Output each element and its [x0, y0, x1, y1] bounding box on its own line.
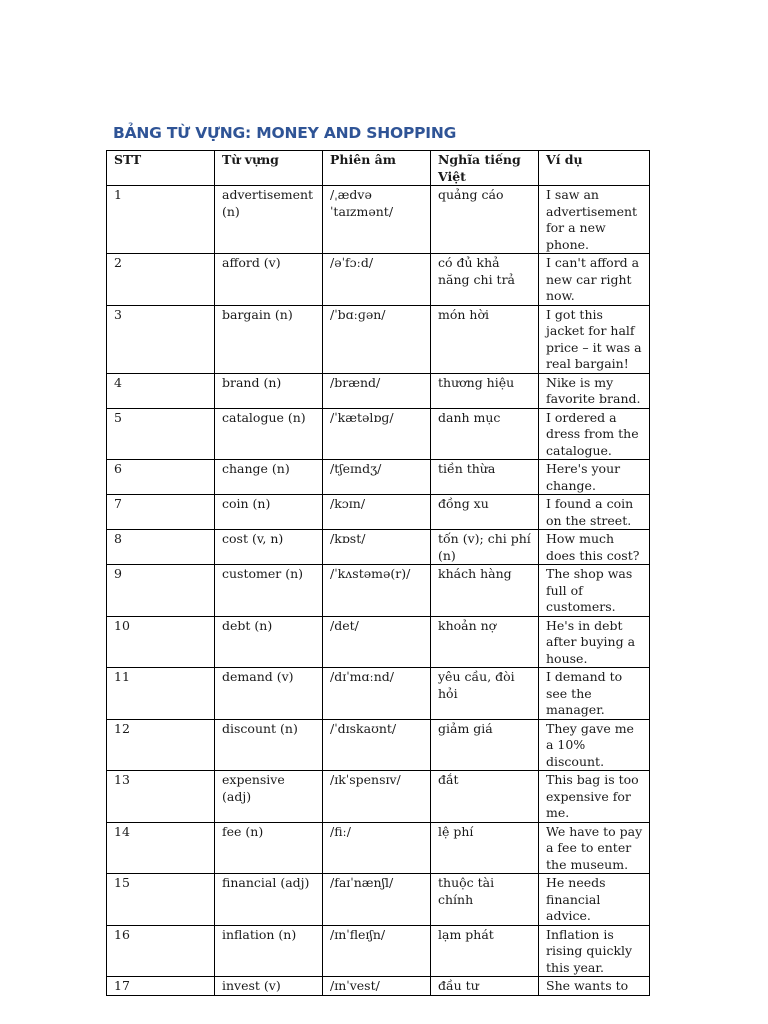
- cell-stt: 7: [107, 495, 215, 530]
- cell-meaning: đầu tư: [431, 977, 539, 996]
- cell-ipa: /brænd/: [323, 373, 431, 408]
- cell-stt: 9: [107, 565, 215, 617]
- table-row: [107, 530, 650, 565]
- cell-example: She wants to: [539, 977, 650, 996]
- table-row: [107, 616, 650, 668]
- cell-ipa: /tʃeɪndʒ/: [323, 460, 431, 495]
- cell-stt: 12: [107, 719, 215, 771]
- cell-meaning: danh mục: [431, 408, 539, 460]
- cell-meaning: món hời: [431, 305, 539, 373]
- cell-stt: 1: [107, 186, 215, 254]
- cell-ipa: /ˈbɑːɡən/: [323, 305, 431, 373]
- cell-stt: 15: [107, 874, 215, 926]
- cell-word: catalogue (n): [215, 408, 323, 460]
- cell-ipa: /əˈfɔːd/: [323, 254, 431, 306]
- cell-example: This bag is too expensive for me.: [539, 771, 650, 823]
- cell-word: change (n): [215, 460, 323, 495]
- cell-word: brand (n): [215, 373, 323, 408]
- cell-stt: 16: [107, 925, 215, 977]
- cell-meaning: thuộc tài chính: [431, 874, 539, 926]
- cell-word: afford (v): [215, 254, 323, 306]
- cell-stt: 13: [107, 771, 215, 823]
- cell-meaning: thương hiệu: [431, 373, 539, 408]
- table-row: [107, 254, 650, 306]
- header-example: Ví dụ: [539, 151, 650, 186]
- cell-word: fee (n): [215, 822, 323, 874]
- cell-ipa: /kɒst/: [323, 530, 431, 565]
- cell-ipa: /faɪˈnænʃl/: [323, 874, 431, 926]
- cell-meaning: lạm phát: [431, 925, 539, 977]
- cell-stt: 6: [107, 460, 215, 495]
- table-row: [107, 373, 650, 408]
- cell-example: How much does this cost?: [539, 530, 650, 565]
- cell-stt: 5: [107, 408, 215, 460]
- table-row: [107, 186, 650, 254]
- cell-ipa: /ɪkˈspensɪv/: [323, 771, 431, 823]
- cell-meaning: quảng cáo: [431, 186, 539, 254]
- table-header: [107, 151, 650, 186]
- cell-word: demand (v): [215, 668, 323, 720]
- table-row: [107, 495, 650, 530]
- cell-ipa: /dɪˈmɑːnd/: [323, 668, 431, 720]
- table-row: [107, 771, 650, 823]
- table-row: [107, 925, 650, 977]
- cell-stt: 8: [107, 530, 215, 565]
- cell-example: I ordered a dress from the catalogue.: [539, 408, 650, 460]
- cell-ipa: /ˈdɪskaʊnt/: [323, 719, 431, 771]
- cell-word: customer (n): [215, 565, 323, 617]
- table-header-row: [107, 151, 650, 186]
- cell-example: I got this jacket for half price – it was a real bargain!: [539, 305, 650, 373]
- cell-meaning: khách hàng: [431, 565, 539, 617]
- cell-word: debt (n): [215, 616, 323, 668]
- cell-word: cost (v, n): [215, 530, 323, 565]
- table-row: [107, 977, 650, 996]
- cell-meaning: có đủ khả năng chi trả: [431, 254, 539, 306]
- cell-example: Here's your change.: [539, 460, 650, 495]
- cell-word: invest (v): [215, 977, 323, 996]
- table-row: [107, 668, 650, 720]
- cell-meaning: yêu cầu, đòi hỏi: [431, 668, 539, 720]
- cell-example: I demand to see the manager.: [539, 668, 650, 720]
- cell-meaning: đồng xu: [431, 495, 539, 530]
- table-row: [107, 874, 650, 926]
- cell-meaning: khoản nợ: [431, 616, 539, 668]
- cell-stt: 4: [107, 373, 215, 408]
- header-word: Từ vựng: [215, 151, 323, 186]
- cell-example: Nike is my favorite brand.: [539, 373, 650, 408]
- cell-ipa: /ɪnˈvest/: [323, 977, 431, 996]
- cell-example: I can't afford a new car right now.: [539, 254, 650, 306]
- cell-example: I saw an advertisement for a new phone.: [539, 186, 650, 254]
- cell-meaning: tốn (v); chi phí (n): [431, 530, 539, 565]
- cell-ipa: /ˌædvə ˈtaɪzmənt/: [323, 186, 431, 254]
- table-row: [107, 822, 650, 874]
- table-row: [107, 408, 650, 460]
- cell-stt: 14: [107, 822, 215, 874]
- header-meaning: Nghĩa tiếng Việt: [431, 151, 539, 186]
- cell-word: financial (adj): [215, 874, 323, 926]
- cell-meaning: lệ phí: [431, 822, 539, 874]
- cell-meaning: giảm giá: [431, 719, 539, 771]
- cell-ipa: /fiː/: [323, 822, 431, 874]
- cell-example: Inflation is rising quickly this year.: [539, 925, 650, 977]
- table-row: [107, 460, 650, 495]
- cell-word: inflation (n): [215, 925, 323, 977]
- cell-word: discount (n): [215, 719, 323, 771]
- cell-ipa: /ˈkætəlɒɡ/: [323, 408, 431, 460]
- cell-stt: 11: [107, 668, 215, 720]
- cell-word: advertisement (n): [215, 186, 323, 254]
- cell-ipa: /det/: [323, 616, 431, 668]
- cell-word: bargain (n): [215, 305, 323, 373]
- table-row: [107, 565, 650, 617]
- cell-example: We have to pay a fee to enter the museum.: [539, 822, 650, 874]
- cell-word: coin (n): [215, 495, 323, 530]
- header-ipa: Phiên âm: [323, 151, 431, 186]
- cell-ipa: /ˈkʌstəmə(r)/: [323, 565, 431, 617]
- cell-stt: 3: [107, 305, 215, 373]
- cell-example: I found a coin on the street.: [539, 495, 650, 530]
- cell-example: They gave me a 10% discount.: [539, 719, 650, 771]
- cell-stt: 17: [107, 977, 215, 996]
- cell-example: He needs financial advice.: [539, 874, 650, 926]
- table-row: [107, 305, 650, 373]
- cell-meaning: tiền thừa: [431, 460, 539, 495]
- table-body: [107, 186, 650, 996]
- cell-meaning: đắt: [431, 771, 539, 823]
- cell-ipa: /kɔɪn/: [323, 495, 431, 530]
- vocabulary-table: [106, 150, 650, 996]
- cell-stt: 10: [107, 616, 215, 668]
- table-row: [107, 719, 650, 771]
- cell-word: expensive (adj): [215, 771, 323, 823]
- cell-example: The shop was full of customers.: [539, 565, 650, 617]
- cell-stt: 2: [107, 254, 215, 306]
- header-stt: STT: [107, 151, 215, 186]
- cell-ipa: /ɪnˈfleɪʃn/: [323, 925, 431, 977]
- page-title: BẢNG TỪ VỰNG: MONEY AND SHOPPING: [113, 124, 457, 142]
- cell-example: He's in debt after buying a house.: [539, 616, 650, 668]
